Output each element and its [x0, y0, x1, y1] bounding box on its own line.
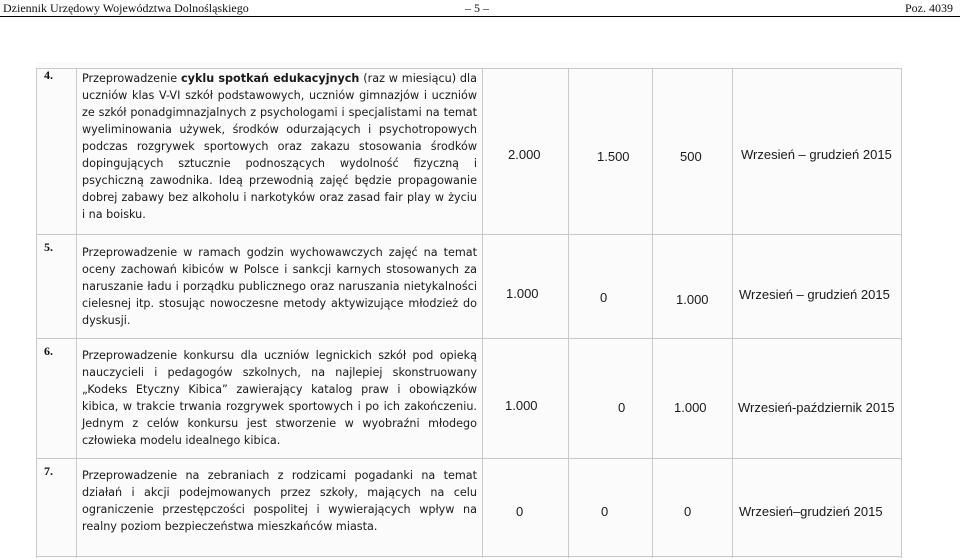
table-column-divider	[76, 68, 77, 558]
row-description: Przeprowadzenie w ramach godzin wychowawczych zajęć na temat oceny zachowań kibiców w Polsce i sankcji karnych stosowanych za naruszanie ładu i porządku publicznego oraz naruszania nietykalności cielesnej itp. stosując nowoczesne metody aktywizujące młodzież do dyskusji.	[82, 246, 477, 327]
row-number: 5.	[44, 240, 53, 254]
table-row-divider	[36, 68, 902, 69]
row-term: Wrzesień–grudzień 2015	[739, 504, 883, 519]
table-column-divider	[482, 68, 483, 558]
cost-total: 2.000	[508, 147, 541, 162]
table-row-divider	[36, 234, 902, 235]
row-number: 7.	[44, 464, 53, 478]
table-column-divider	[652, 68, 653, 558]
cost-total: 0	[516, 504, 524, 519]
cost-part-2: 1.000	[674, 400, 707, 415]
row-term: Wrzesień – grudzień 2015	[739, 287, 890, 302]
cost-total: 1.000	[505, 398, 538, 413]
row-description: Przeprowadzenie na zebraniach z rodzicami pogadanki na temat działań i akcji podejmowanych przez szkoły, mających na celu ograniczenie przestępczości pospolitej i wywierających wpływ na realny poziom bezpieczeństwa mieszkańców miasta.	[82, 469, 477, 533]
cost-part-2: 500	[680, 149, 702, 164]
row-term: Wrzesień – grudzień 2015	[741, 147, 892, 162]
table-row-divider	[36, 556, 902, 557]
cost-part-1: 0	[600, 290, 608, 305]
table-border-right	[901, 68, 902, 558]
table-row-divider	[36, 458, 902, 459]
table-border-left	[36, 68, 37, 558]
row-number: 6.	[44, 344, 53, 358]
table-column-divider	[568, 68, 569, 558]
cost-part-2: 0	[684, 504, 692, 519]
journal-title: Dziennik Urzędowy Województwa Dolnośląskiego	[3, 1, 249, 15]
cost-total: 1.000	[506, 286, 539, 301]
row-description: Przeprowadzenie cyklu spotkań edukacyjnych (raz w miesiącu) dla uczniów klas V-VI szkół podstawowych, uczniów gimnazjów i uczniów ze szkół ponadgimnazjalnych z psychologami i specjalistami na temat wyeliminowania używek, środków odurzających i psychotropowych podczas rozgrywek sportowych oraz zakazu stosowania środków dopingujących sztucznie podnoszących wydolność fizyczną i psychiczną zawodnika. Ideą przewodnią zajęć będzie propagowanie dobrej zabawy bez alkoholu i narkotyków oraz zasad fair play w życiu i na boisku.	[82, 72, 477, 221]
row-number: 4.	[44, 68, 53, 82]
description-emphasis: cyklu spotkań edukacyjnych	[181, 72, 360, 85]
cost-part-1: 0	[601, 504, 609, 519]
header-rule	[0, 16, 960, 17]
cost-part-2: 1.000	[676, 292, 709, 307]
cost-part-1: 0	[618, 400, 626, 415]
cost-part-1: 1.500	[597, 149, 630, 164]
position-number: Poz. 4039	[905, 1, 953, 15]
row-term: Wrzesień-październik 2015	[738, 400, 895, 415]
table-column-divider	[732, 68, 733, 558]
table-row-divider	[36, 338, 902, 339]
page-header	[0, 0, 960, 17]
row-description: Przeprowadzenie konkursu dla uczniów legnickich szkół pod opieką nauczycieli i pedagogów szkolnych, na najlepiej skonstruowany „Kodeks Etyczny Kibica” zawierający katalog praw i obowiązków kibica, w trakcie trwania rozgrywek sportowych i po ich zakończeniu. Jednym z celów konkursu jest stworzenie w wyobraźni młodego człowieka modelu idealnego kibica.	[82, 349, 477, 447]
page-number: – 5 –	[465, 1, 489, 15]
